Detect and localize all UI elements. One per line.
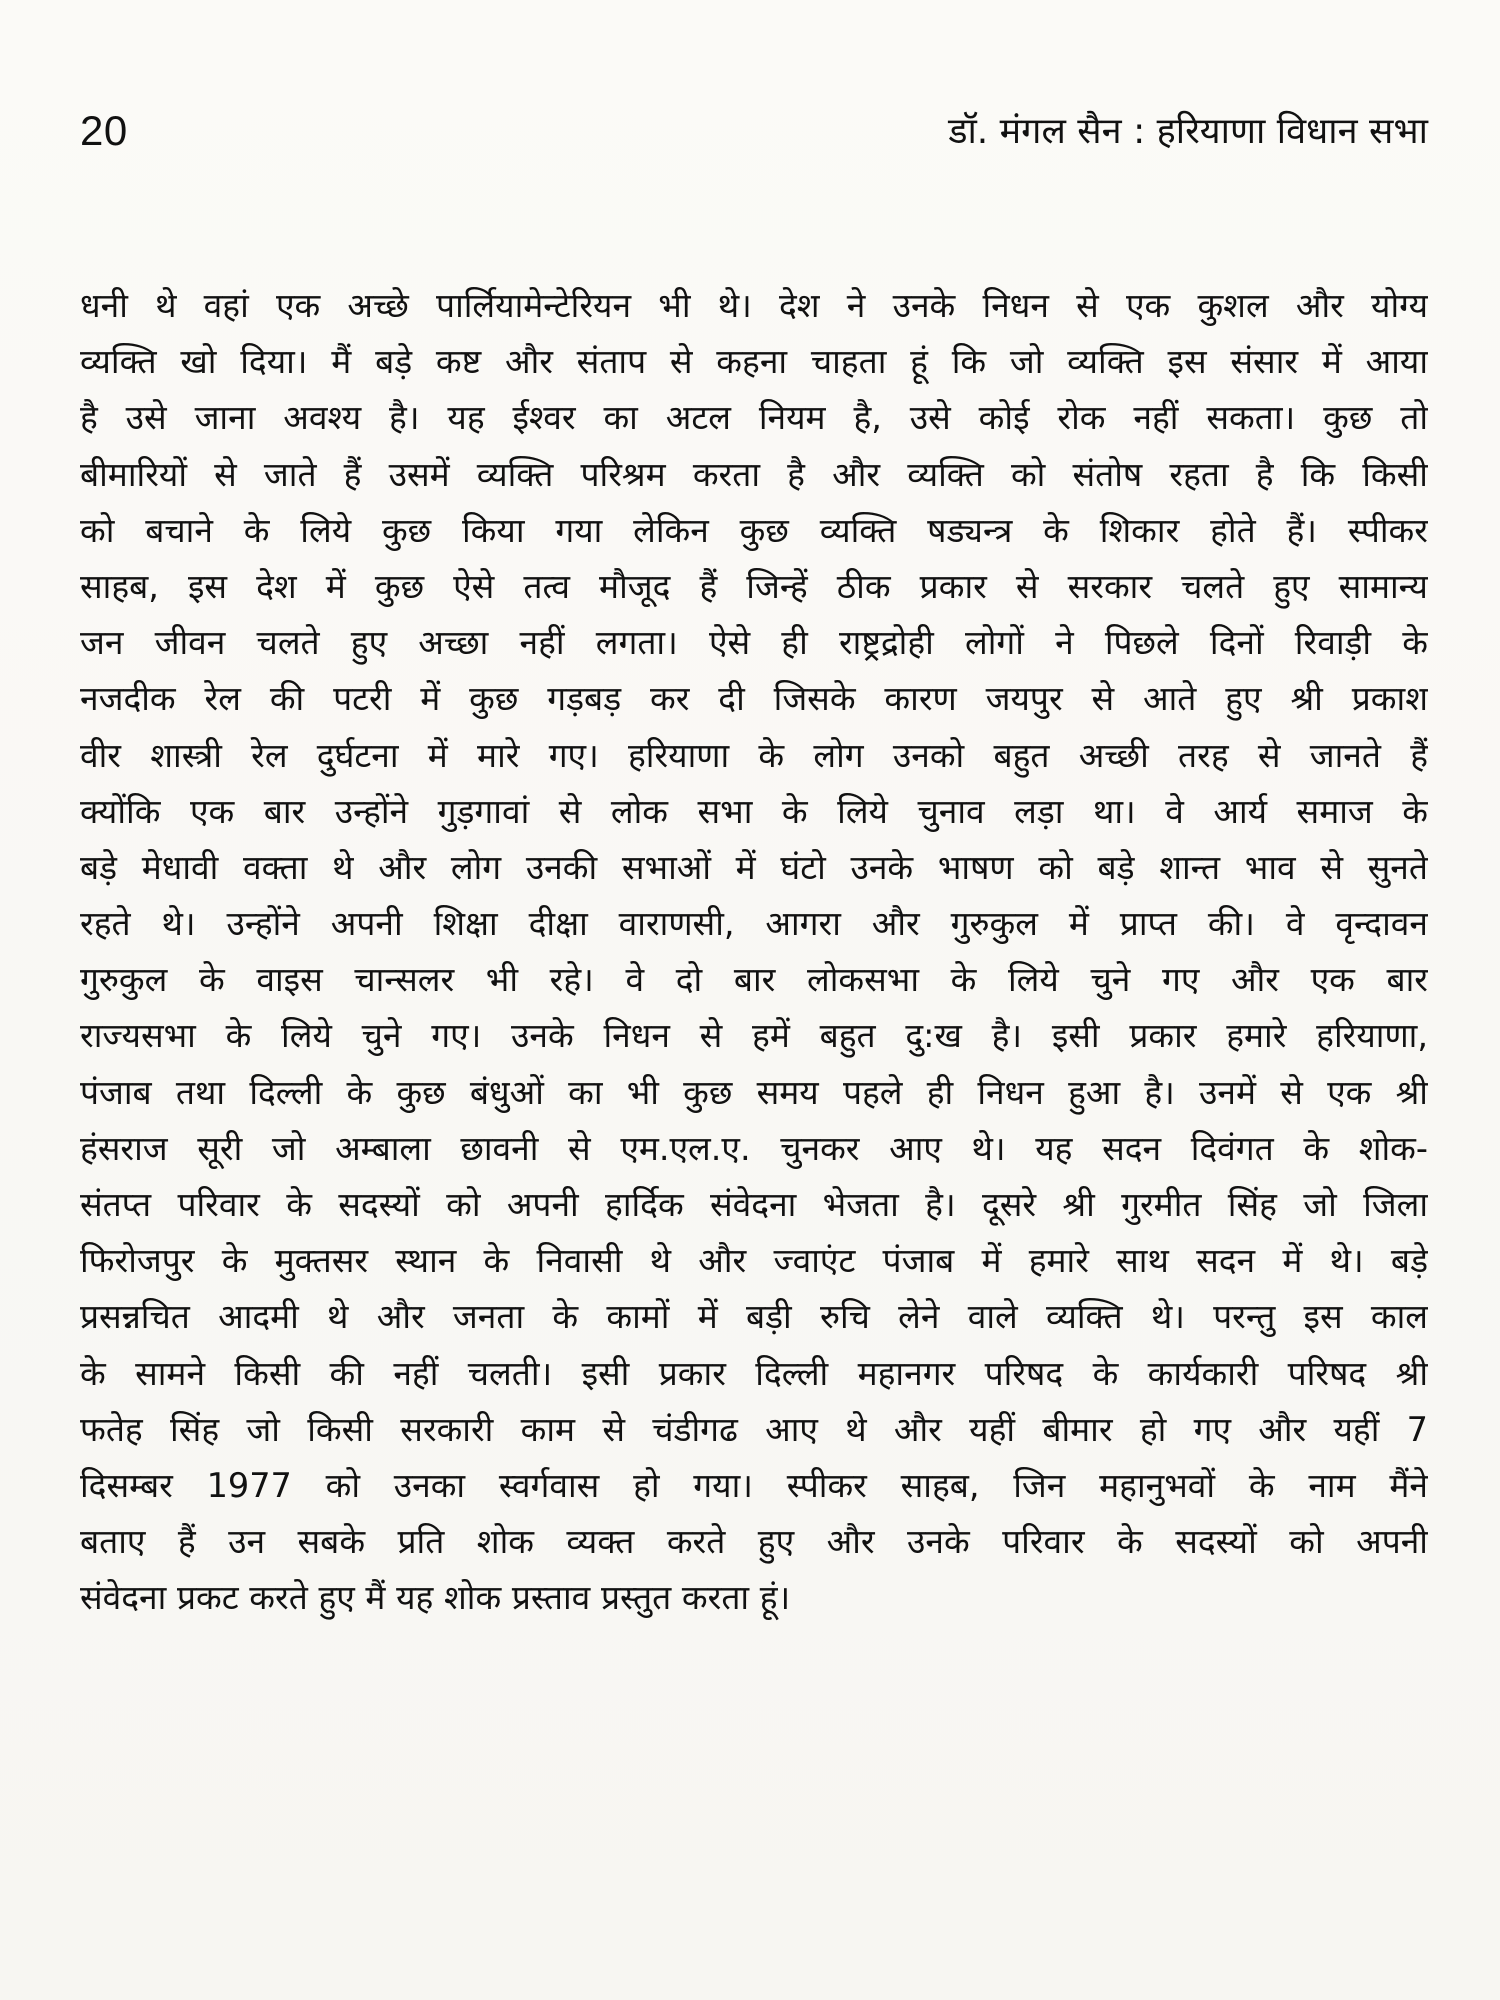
- text-line: नजदीक रेल की पटरी में कुछ गड़बड़ कर दी जिसके कारण जयपुर से आते हुए श्री प्रकाश: [80, 679, 1428, 719]
- running-title: डॉ. मंगल सैन : हरियाणा विधान सभा: [948, 111, 1428, 152]
- text-line: गुरुकुल के वाइस चान्सलर भी रहे। वे दो बार लोकसभा के लिये चुने गए और एक बार: [80, 960, 1428, 1000]
- page-header: [80, 105, 1428, 165]
- page-number: 20: [80, 107, 128, 154]
- text-line: बताए हैं उन सबके प्रति शोक व्यक्त करते हुए और उनके परिवार के सदस्यों को अपनी: [80, 1522, 1428, 1562]
- text-line: दिसम्बर 1977 को उनका स्वर्गवास हो गया। स्पीकर साहब, जिन महानुभवों के नाम मैंने: [80, 1465, 1428, 1505]
- text-line: फिरोजपुर के मुक्तसर स्थान के निवासी थे और ज्वाएंट पंजाब में हमारे साथ सदन में थे। बड़े: [80, 1241, 1428, 1281]
- text-line: है उसे जाना अवश्य है। यह ईश्वर का अटल नियम है, उसे कोई रोक नहीं सकता। कुछ तो: [80, 398, 1428, 438]
- text-line: को बचाने के लिये कुछ किया गया लेकिन कुछ व्यक्ति षड्यन्त्र के शिकार होते हैं। स्पीकर: [80, 510, 1428, 550]
- text-line: संवेदना प्रकट करते हुए मैं यह शोक प्रस्ताव प्रस्तुत करता हूं।: [80, 1578, 791, 1618]
- text-line: के सामने किसी की नहीं चलती। इसी प्रकार दिल्ली महानगर परिषद के कार्यकारी परिषद श्री: [80, 1353, 1428, 1393]
- text-line: हंसराज सूरी जो अम्बाला छावनी से एम.एल.ए. चुनकर आए थे। यह सदन दिवंगत के शोक-: [80, 1128, 1428, 1168]
- text-line: फतेह सिंह जो किसी सरकारी काम से चंडीगढ आए थे और यहीं बीमार हो गए और यहीं 7: [80, 1409, 1428, 1449]
- text-line: प्रसन्नचित आदमी थे और जनता के कामों में बड़ी रुचि लेने वाले व्यक्ति थे। परन्तु इस काल: [80, 1297, 1428, 1337]
- text-line: क्योंकि एक बार उन्होंने गुड़गावां से लोक सभा के लिये चुनाव लड़ा था। वे आर्य समाज के: [80, 791, 1428, 831]
- text-line: बड़े मेधावी वक्ता थे और लोग उनकी सभाओं में घंटो उनके भाषण को बड़े शान्त भाव से सुनते: [80, 847, 1428, 887]
- text-line: रहते थे। उन्होंने अपनी शिक्षा दीक्षा वाराणसी, आगरा और गुरुकुल में प्राप्त की। वे वृन्दावन: [80, 904, 1428, 944]
- text-line: व्यक्ति खो दिया। मैं बड़े कष्ट और संताप से कहना चाहता हूं कि जो व्यक्ति इस संसार में आया: [80, 342, 1428, 382]
- text-line: संतप्त परिवार के सदस्यों को अपनी हार्दिक संवेदना भेजता है। दूसरे श्री गुरमीत सिंह जो जिला: [80, 1185, 1428, 1224]
- text-line: वीर शास्त्री रेल दुर्घटना में मारे गए। हरियाणा के लोग उनको बहुत अच्छी तरह से जानते हैं: [80, 735, 1428, 775]
- text-line: साहब, इस देश में कुछ ऐसे तत्व मौजूद हैं जिन्हें ठीक प्रकार से सरकार चलते हुए सामान्य: [80, 566, 1428, 606]
- text-line: बीमारियों से जाते हैं उसमें व्यक्ति परिश्रम करता है और व्यक्ति को संतोष रहता है कि किसी: [80, 454, 1428, 494]
- text-line: जन जीवन चलते हुए अच्छा नहीं लगता। ऐसे ही राष्ट्रद्रोही लोगों ने पिछले दिनों रिवाड़ी के: [80, 623, 1428, 663]
- body-text: [80, 278, 1428, 1627]
- text-line: राज्यसभा के लिये चुने गए। उनके निधन से हमें बहुत दु:ख है। इसी प्रकार हमारे हरियाणा,: [80, 1016, 1428, 1056]
- text-line: पंजाब तथा दिल्ली के कुछ बंधुओं का भी कुछ समय पहले ही निधन हुआ है। उनमें से एक श्री: [80, 1072, 1428, 1112]
- text-line: धनी थे वहां एक अच्छे पार्लियामेन्टेरियन भी थे। देश ने उनके निधन से एक कुशल और योग्य: [80, 286, 1428, 325]
